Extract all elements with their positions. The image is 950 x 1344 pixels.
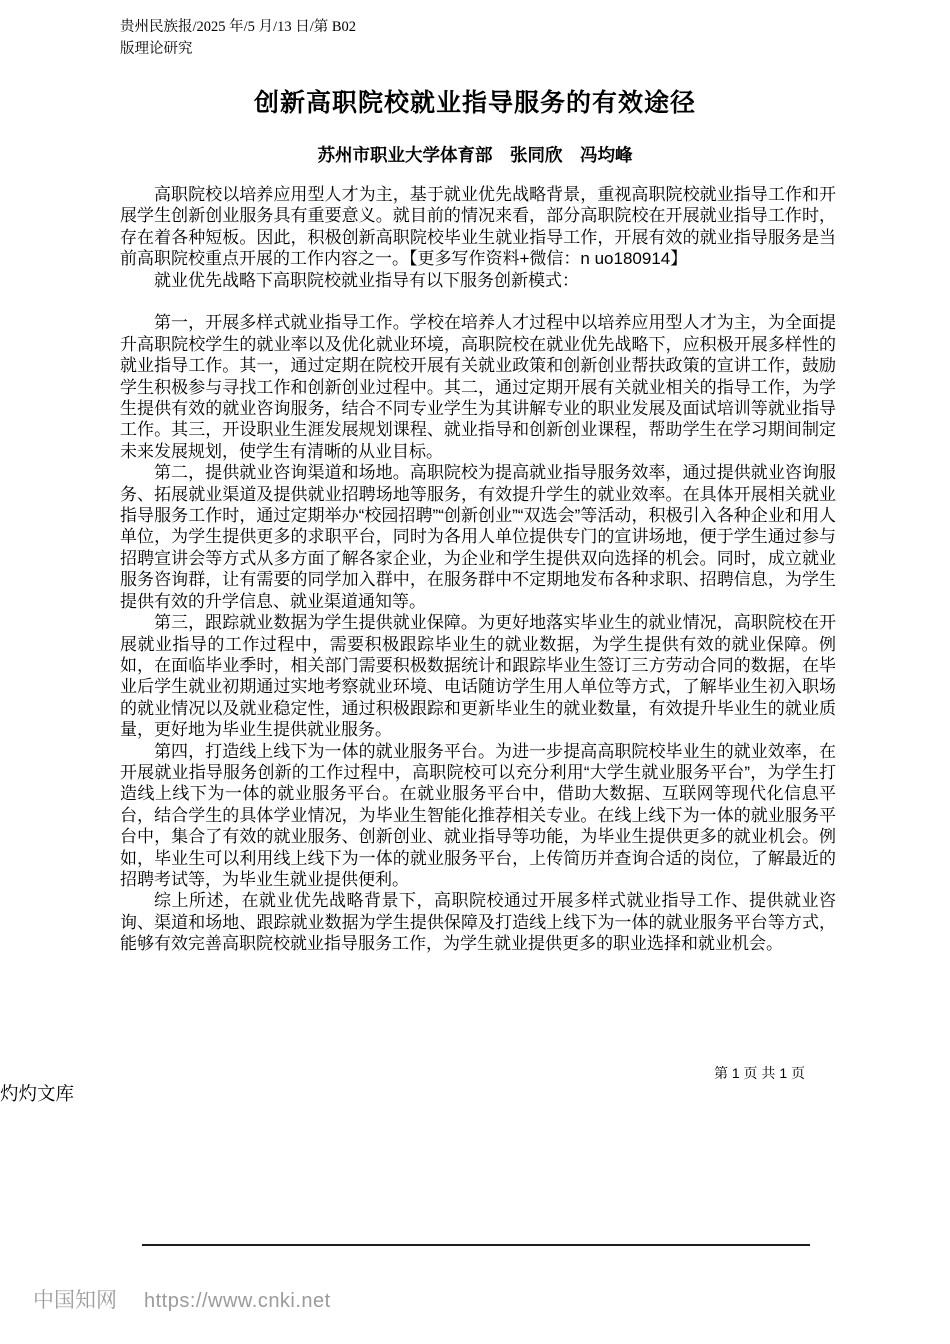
paragraph-point-4: 第四，打造线上线下为一体的就业服务平台。为进一步提高高职院校毕业生的就业效率，在开展就业指导服务创新的工作过程中，高职院校可以充分利用“大学生就业服务平台”，为学生打造线上线下为一体的就业服务平台。在就业服务平台中，借助大数据、互联网等现代化信息平台，结合学生的具体学业情况，为毕业生智能化推荐相关专业。在线上线下为一体的就业服务平台中，集合了有效的就业服务、创新创业、就业指导等功能，为毕业生提供更多的就业机会。例如，毕业生可以利用线上线下为一体的就业服务平台，上传简历并查询合适的岗位，了解最近的招聘考试等，为毕业生就业提供便利。 bbox=[120, 741, 836, 889]
paragraph-point-1: 第一，开展多样式就业指导工作。学校在培养人才过程中以培养应用型人才为主，为全面提升高职院校学生的就业率以及优化就业环境，高职院校在就业优先战略下，应积极开展多样性的就业指导工作。其一，通过定期在院校开展有关就业政策和创新创业帮扶政策的宣讲工作，鼓励学生积极参与寻找工作和创新创业过程中。其二，通过定期开展有关就业相关的指导工作，为学生提供有效的就业咨询服务，结合不同专业学生为其讲解专业的职业发展及面试培训等就业指导工作。其三，开设职业生涯发展规划课程、就业指导和创新创业课程，帮助学生在学习期间制定未来发展规划，使学生有清晰的从业目标。 bbox=[120, 313, 836, 461]
paragraph-lead-in: 就业优先战略下高职院校就业指导有以下服务创新模式： bbox=[154, 270, 579, 290]
article-title: 创新高职院校就业指导服务的有效途径 bbox=[253, 89, 696, 117]
paragraph-point-3: 第三，跟踪就业数据为学生提供就业保障。为更好地落实毕业生的就业情况，高职院校在开展就业指导的工作过程中，需要积极跟踪毕业生的就业数据，为学生提供有效的就业保障。例如，在面临毕业季时，相关部门需要积极数据统计和跟踪毕业生签订三方劳动合同的数据，在毕业后学生就业初期通过实地考察就业环境、电话随访学生用人单位等方式，了解毕业生初入职场的就业情况以及就业稳定性，通过积极跟踪和更新毕业生的就业数量，有效提升毕业生的就业质量，更好地为毕业生提供就业服务。 bbox=[120, 613, 836, 740]
section-line: 版理论研究 bbox=[120, 41, 193, 57]
cnki-watermark bbox=[33, 1289, 331, 1313]
cnki-site-name: 中国知网 bbox=[33, 1289, 117, 1312]
cnki-site-url: https://www.cnki.net bbox=[144, 1290, 331, 1312]
article-byline: 苏州市职业大学体育部 张同欣 冯均峰 bbox=[317, 145, 633, 165]
paragraph-intro: 高职院校以培养应用型人才为主，基于就业优先战略背景，重视高职院校就业指导工作和开展学生创新创业服务具有重要意义。就目前的情况来看，部分高职院校在开展就业指导工作时，存在着各种短板。因此，积极创新高职院校毕业生就业指导工作，开展有效的就业指导服务是当前高职院校重点开展的工作内容之一。【更多写作资料+微信：n uo180914】 bbox=[120, 185, 836, 269]
footer-divider-line bbox=[142, 1244, 810, 1246]
paragraph-conclusion: 综上所述，在就业优先战略背景下，高职院校通过开展多样式就业指导工作、提供就业咨询、渠道和场地、跟踪就业数据为学生提供保障及打造线上线下为一体的就业服务平台等方式，能够有效完善高职院校就业指导服务工作，为学生就业提供更多的职业选择和就业机会。 bbox=[120, 891, 836, 954]
article-body bbox=[120, 184, 836, 955]
paragraph-point-2: 第二，提供就业咨询渠道和场地。高职院校为提高就业指导服务效率，通过提供就业咨询服务、拓展就业渠道及提供就业招聘场地等服务，有效提升学生的就业效率。在具体开展相关就业指导服务工作时，通过定期举办“校园招聘”“创新创业”“双选会”等活动，积极引入各种企业和用人单位，为学生提供更多的求职平台，同时为各用人单位提供专门的宣讲场地，便于学生通过参与招聘宣讲会等方式从多方面了解各家企业，为企业和学生提供双向选择的机会。同时，成立就业服务咨询群，让有需要的同学加入群中，在服务群中不定期地发布各种求职、招聘信息，为学生提供有效的升学信息、就业渠道通知等。 bbox=[120, 463, 836, 611]
source-line: 贵州民族报/2025 年/5 月/13 日/第 B02 bbox=[120, 19, 357, 35]
document-source-header bbox=[120, 16, 950, 60]
library-watermark: 灼灼文库 bbox=[0, 1083, 75, 1104]
page-indicator: 第 1 页 共 1 页 bbox=[713, 1065, 805, 1081]
